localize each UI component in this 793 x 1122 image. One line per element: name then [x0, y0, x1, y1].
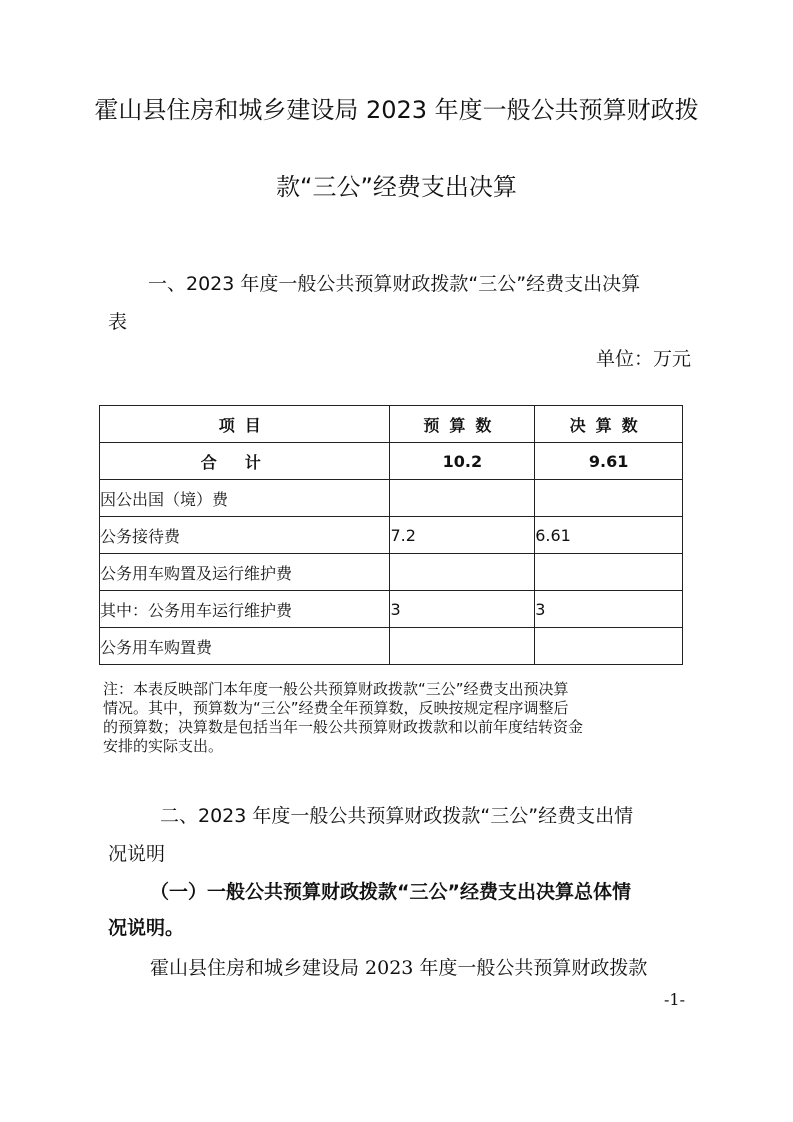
- row-budget: [390, 480, 535, 517]
- table-row: [100, 628, 683, 665]
- note-line: 注：本表反映部门本年度一般公共预算财政拨款“三公”经费支出预决算: [103, 680, 569, 698]
- subsection-heading-line-1: （一）一般公共预算财政拨款“三公”经费支出决算总体情: [150, 881, 631, 903]
- note-line: 安排的实际支出。: [103, 737, 224, 755]
- row-label: 公务用车购置费: [100, 628, 390, 665]
- row-final: [535, 480, 683, 517]
- table-row: [100, 480, 683, 517]
- row-budget: 3: [390, 591, 535, 628]
- unit-label: 单位：万元: [595, 348, 691, 370]
- page-number: -1-: [664, 990, 685, 1009]
- table-row: [100, 517, 683, 554]
- total-label: 合计: [100, 443, 390, 480]
- row-label: 因公出国（境）费: [100, 480, 390, 517]
- row-label: 其中：公务用车运行维护费: [100, 591, 390, 628]
- note-line: 情况。其中，预算数为“三公”经费全年预算数，反映按规定程序调整后: [103, 699, 569, 717]
- row-budget: [390, 628, 535, 665]
- table-row-total: [100, 443, 683, 480]
- table-row: [100, 591, 683, 628]
- row-label: 公务用车购置及运行维护费: [100, 554, 390, 591]
- header-budget: 预算数: [390, 406, 535, 443]
- note-line: 的预算数；决算数是包括当年一般公共预算财政拨款和以前年度结转资金: [103, 718, 584, 736]
- row-final: 6.61: [535, 517, 683, 554]
- section1-heading-line-2: 表: [108, 311, 128, 333]
- table-row: [100, 554, 683, 591]
- document-title-line-2: 款“三公”经费支出决算: [276, 173, 517, 201]
- section2-heading-line-2: 况说明: [108, 843, 166, 865]
- body-paragraph-line: 霍山县住房和城乡建设局 2023 年度一般公共预算财政拨款: [150, 957, 648, 979]
- row-final: 3: [535, 591, 683, 628]
- table-note: [103, 680, 691, 756]
- total-final: 9.61: [535, 443, 683, 480]
- row-final: [535, 554, 683, 591]
- section2-heading-line-1: 二、2023 年度一般公共预算财政拨款“三公”经费支出情: [160, 805, 634, 827]
- row-final: [535, 628, 683, 665]
- document-title-line-1: 霍山县住房和城乡建设局 2023 年度一般公共预算财政拨: [94, 96, 699, 124]
- total-budget: 10.2: [390, 443, 535, 480]
- row-budget: 7.2: [390, 517, 535, 554]
- table-header-row: [100, 406, 683, 443]
- header-final: 决算数: [535, 406, 683, 443]
- section1-heading-line-1: 一、2023 年度一般公共预算财政拨款“三公”经费支出决算: [148, 273, 641, 295]
- header-item: 项目: [100, 406, 390, 443]
- budget-table: [99, 405, 683, 665]
- row-budget: [390, 554, 535, 591]
- row-label: 公务接待费: [100, 517, 390, 554]
- subsection-heading-line-2: 况说明。: [108, 917, 185, 939]
